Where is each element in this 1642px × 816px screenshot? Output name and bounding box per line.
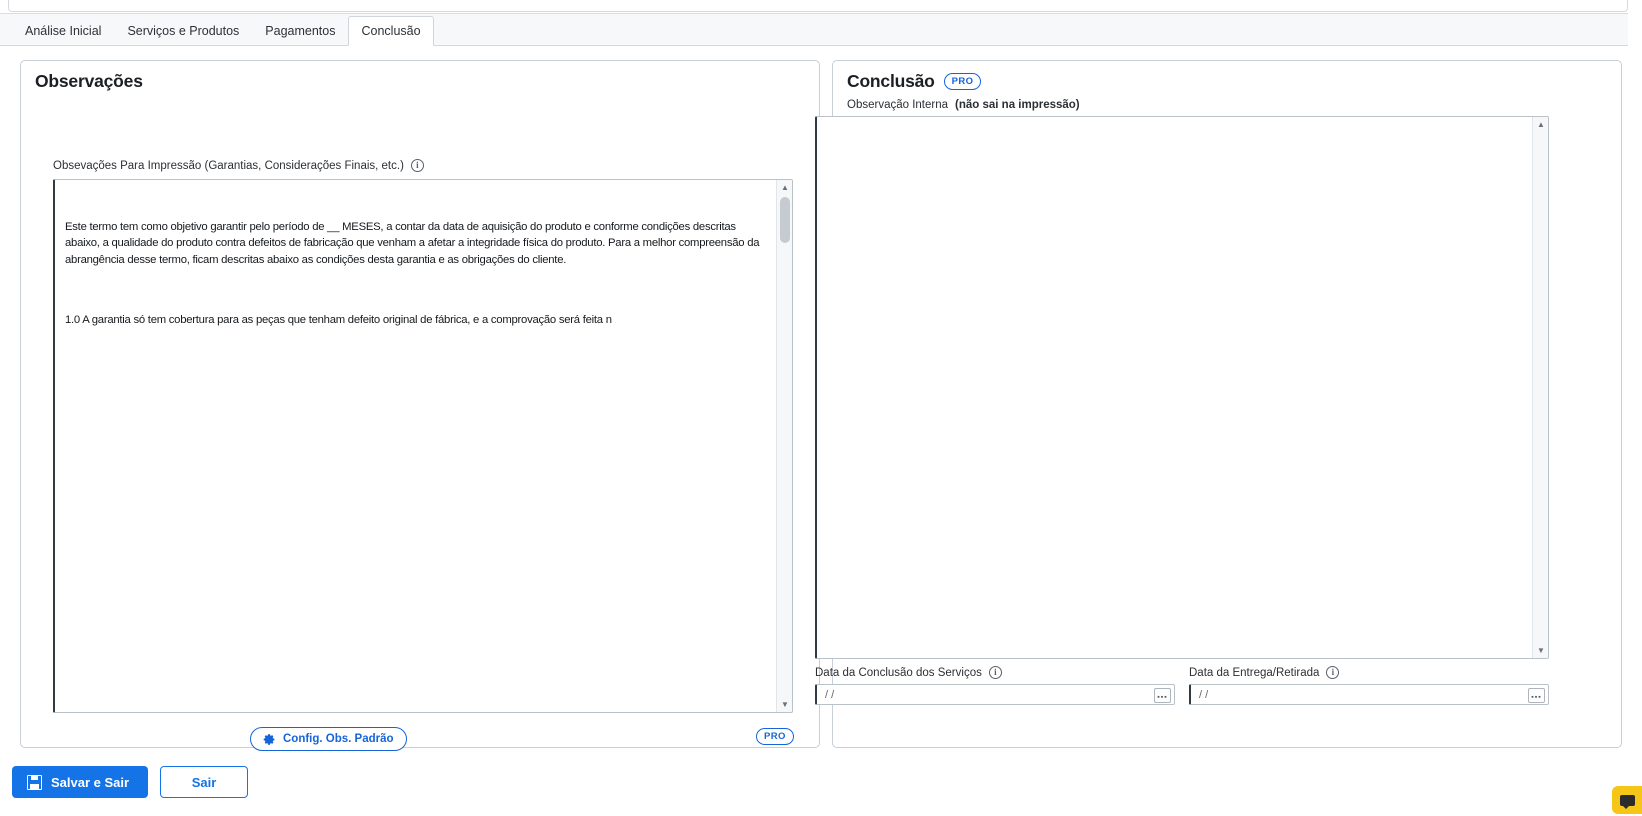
observacoes-textarea[interactable] [53,179,793,713]
data-entrega-label-group [1189,666,1339,679]
floppy-disk-icon [27,775,42,790]
observacoes-paragraph-1: Este termo tem como objetivo garantir pelo período de __ MESES, a contar da data de aquisição do produto e conforme condições descritas abaixo, a qualidade do produto contra defeitos de fabricação que venham a afetar a integridade física do produto. Para a melhor compreensão da abrangência desse termo, ficam descritas abaixo as condições desta garantia e as obrigações do cliente. [65,220,763,266]
page-scrollbar[interactable] [1628,0,1642,816]
observacoes-textarea-content [65,186,770,372]
observacoes-panel-title: Observações [35,71,143,91]
data-entrega-label: Data da Entrega/Retirada [1189,666,1320,679]
save-and-exit-label: Salvar e Sair [51,774,130,790]
tab-bar [0,14,1642,46]
data-entrega-value: / / [1199,688,1209,701]
data-conclusao-label: Data da Conclusão dos Serviços [815,666,982,679]
gear-icon [263,733,276,746]
conclusao-panel [815,60,1622,748]
info-icon[interactable]: i [411,159,424,172]
info-icon[interactable]: i [989,666,1002,679]
exit-button[interactable]: Sair [160,766,248,798]
observacoes-field-label: Obsevações Para Impressão (Garantias, Considerações Finais, etc.) [53,159,404,172]
scrollbar-thumb[interactable] [780,197,790,243]
scroll-up-icon[interactable]: ▲ [781,183,789,192]
calendar-icon[interactable]: ▪▪▪ [1154,688,1171,703]
pro-badge: PRO [944,73,982,90]
data-conclusao-input[interactable] [815,684,1175,705]
calendar-icon[interactable]: ▪▪▪ [1528,688,1545,703]
observacoes-scrollbar[interactable] [776,180,792,712]
tab-servicos-e-produtos[interactable]: Serviços e Produtos [114,15,252,45]
observacao-interna-note: (não sai na impressão) [955,99,1080,111]
observacoes-pro-badge-wrap [756,728,794,746]
top-strip [0,0,1642,14]
tab-conclusao[interactable]: Conclusão [348,16,433,46]
info-icon[interactable]: i [1326,666,1339,679]
data-entrega-input[interactable] [1189,684,1549,705]
observacoes-panel [20,60,820,748]
scroll-down-icon[interactable]: ▼ [781,700,789,709]
observacoes-field-label-group [53,159,424,172]
config-obs-padrao-button[interactable] [250,727,407,751]
scroll-down-icon[interactable]: ▼ [1537,646,1545,655]
chat-bubble-icon [1620,795,1635,806]
top-strip-inner [8,0,1628,12]
data-conclusao-value: / / [825,688,835,701]
tab-pagamentos[interactable]: Pagamentos [252,15,348,45]
observacao-interna-label-group [815,99,1080,111]
footer-bar [0,754,1642,816]
conclusao-title-row [847,71,981,92]
conclusao-panel-title: Conclusão [847,71,935,91]
observacoes-paragraph-2: 1.0 A garantia só tem cobertura para as peças que tenham defeito original de fábrica, e a comprovação será feita n [65,313,612,326]
observacao-interna-scrollbar[interactable] [1532,117,1548,658]
config-obs-padrao-label: Config. Obs. Padrão [283,733,394,745]
observacao-interna-textarea[interactable] [815,116,1549,659]
tab-analise-inicial[interactable]: Análise Inicial [12,15,114,45]
chat-widget-button[interactable] [1612,786,1642,814]
data-conclusao-label-group [815,666,1002,679]
scroll-up-icon[interactable]: ▲ [1537,120,1545,129]
pro-badge: PRO [756,728,794,745]
save-and-exit-button[interactable] [12,766,148,798]
observacao-interna-label: Observação Interna [847,99,949,111]
